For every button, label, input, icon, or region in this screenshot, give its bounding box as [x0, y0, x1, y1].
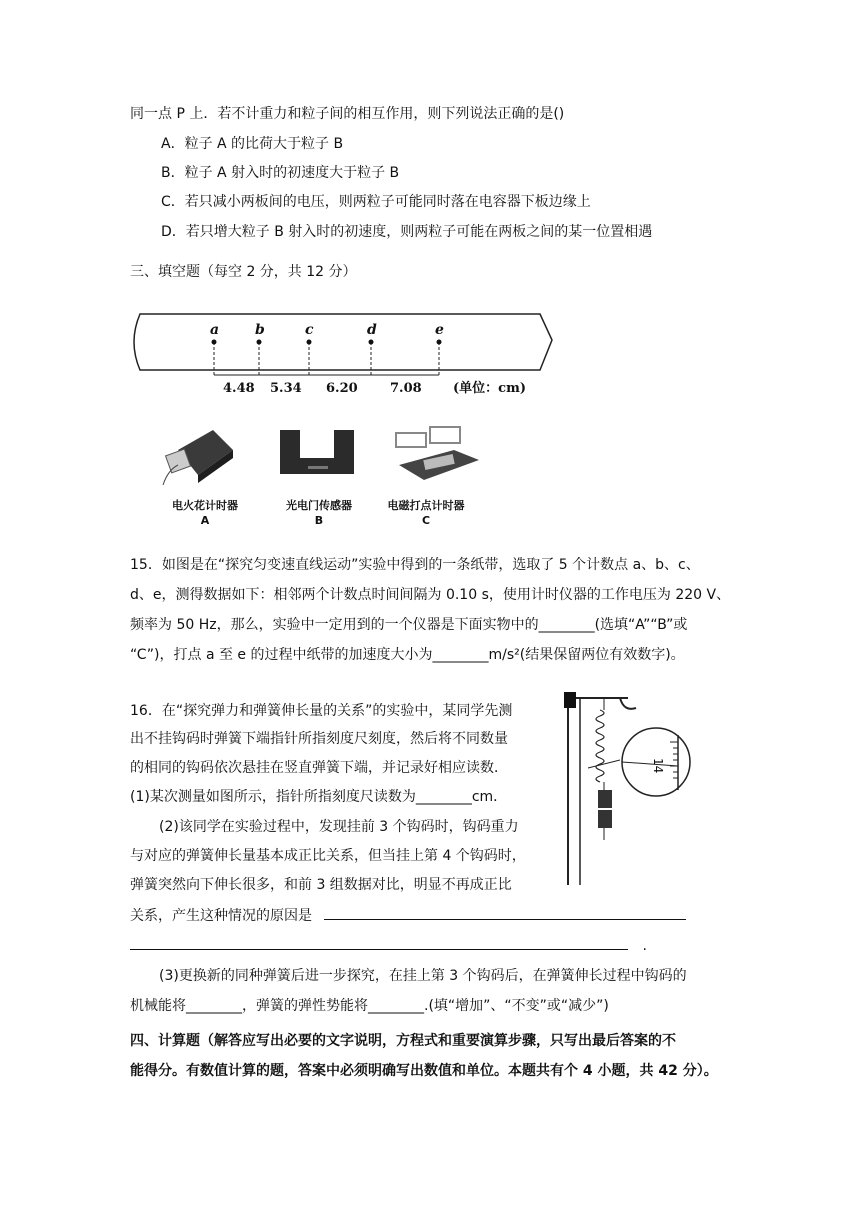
- device-b-caption: [274, 498, 364, 528]
- q16-part1: (1)某次测量如图所示，指针所指刻度尺读数为________cm．: [130, 789, 508, 805]
- q16-part3-line-2: 机械能将________，弹簧的弹性势能将________.(填“增加”、“不变”或“减少”): [130, 998, 609, 1014]
- section-4-line-1: 四、计算题（解答应写出必要的文字说明，方程式和重要演算步骤，只写出最后答案的不: [130, 1033, 676, 1049]
- answer-blank-reason-2[interactable]: [130, 935, 628, 950]
- device-spark-timer-image: [158, 420, 248, 494]
- device-a-name: 电火花计时器: [172, 499, 238, 512]
- q16-part2-line-2: 与对应的弹簧伸长量基本成正比关系，但当挂上第 4 个钩码时，: [130, 848, 526, 864]
- end-period: .: [642, 938, 647, 954]
- q15-line-3: 频率为 50 Hz，那么，实验中一定用到的一个仪器是下面实物中的________(选填“A”“B”或: [130, 617, 688, 633]
- option-d: D．若只增大粒子 B 射入时的初速度，则两粒子可能在两板之间的某一位置相遇: [161, 224, 653, 240]
- q15-line-2: d、e，测得数据如下：相邻两个计数点时间间隔为 0.10 s，使用计时仪器的工作电压为 220 V、: [130, 587, 731, 603]
- option-b: B．粒子 A 射入时的初速度大于粒子 B: [161, 165, 400, 181]
- device-a-letter: A: [200, 514, 210, 527]
- option-c: C．若只减小两板间的电压，则两粒子可能同时落在电容器下板边缘上: [161, 194, 591, 210]
- tape-point-a: a: [210, 322, 220, 338]
- device-em-timer-image: [394, 425, 484, 489]
- q16-line-2: 出不挂钩码时弹簧下端指针所指刻度尺刻度，然后将不同数量: [130, 731, 508, 747]
- q16-line-1: 16．在“探究弹力和弹簧伸长量的关系”的实验中，某同学先测: [130, 703, 513, 719]
- paper-tape: [128, 312, 558, 402]
- device-photogate-image: [278, 428, 356, 480]
- tape-distance-bc: 5.34: [270, 381, 302, 396]
- device-a-caption: [160, 498, 250, 528]
- question-tail: 同一点 P 上．若不计重力和粒子间的相互作用，则下列说法正确的是(): [130, 106, 565, 122]
- tape-point-e: e: [435, 322, 444, 338]
- q16-part2-line-3: 弹簧突然向下伸长很多，和前 3 组数据对比，明显不再成正比: [130, 877, 512, 893]
- scale-label-14: 14: [651, 758, 665, 774]
- spring-scale-figure: [558, 690, 708, 894]
- device-c-name: 电磁打点计时器: [387, 499, 465, 512]
- tape-distance-cd: 6.20: [326, 381, 358, 396]
- section-3-title: 三、填空题（每空 2 分，共 12 分）: [130, 264, 357, 280]
- tape-point-d: d: [367, 322, 377, 338]
- q16-part2-line-1: (2)该同学在实验过程中，发现挂前 3 个钩码时，钩码重力: [159, 819, 519, 835]
- q16-part2-line-4: [130, 905, 686, 926]
- answer-blank-reason-1[interactable]: [324, 905, 686, 920]
- q15-line-1: 15．如图是在“探究匀变速直线运动”实验中得到的一条纸带，选取了 5 个计数点 a、b、c、: [130, 557, 700, 573]
- device-c-caption: [376, 498, 476, 528]
- device-b-name: 光电门传感器: [286, 499, 352, 512]
- section-4-line-2: 能得分。有数值计算的题，答案中必须明确写出数值和单位。本题共有个 4 小题，共 42 分）。: [130, 1063, 718, 1079]
- device-b-letter: B: [314, 514, 324, 527]
- option-a: A．粒子 A 的比荷大于粒子 B: [161, 136, 344, 152]
- tape-distance-de: 7.08: [390, 381, 422, 396]
- device-c-letter: C: [421, 514, 431, 527]
- q16-line-3: 的相同的钩码依次悬挂在竖直弹簧下端，并记录好相应读数．: [130, 760, 508, 776]
- q16-part3-line-1: (3)更换新的同种弹簧后进一步探究，在挂上第 3 个钩码后，在弹簧伸长过程中钩码的: [159, 968, 687, 984]
- tape-distance-ab: 4.48: [223, 381, 255, 396]
- q16-part2-line-5: [130, 935, 647, 956]
- tape-point-c: c: [305, 322, 314, 338]
- tape-unit: (单位：cm): [453, 381, 526, 396]
- q16-reason-label: 关系，产生这种情况的原因是: [130, 908, 312, 924]
- q15-line-4: “C”)，打点 a 至 e 的过程中纸带的加速度大小为________m/s²(结果保留两位有效数字)。: [130, 647, 685, 663]
- tape-point-b: b: [255, 322, 265, 338]
- paper-tape-figure: [128, 312, 558, 406]
